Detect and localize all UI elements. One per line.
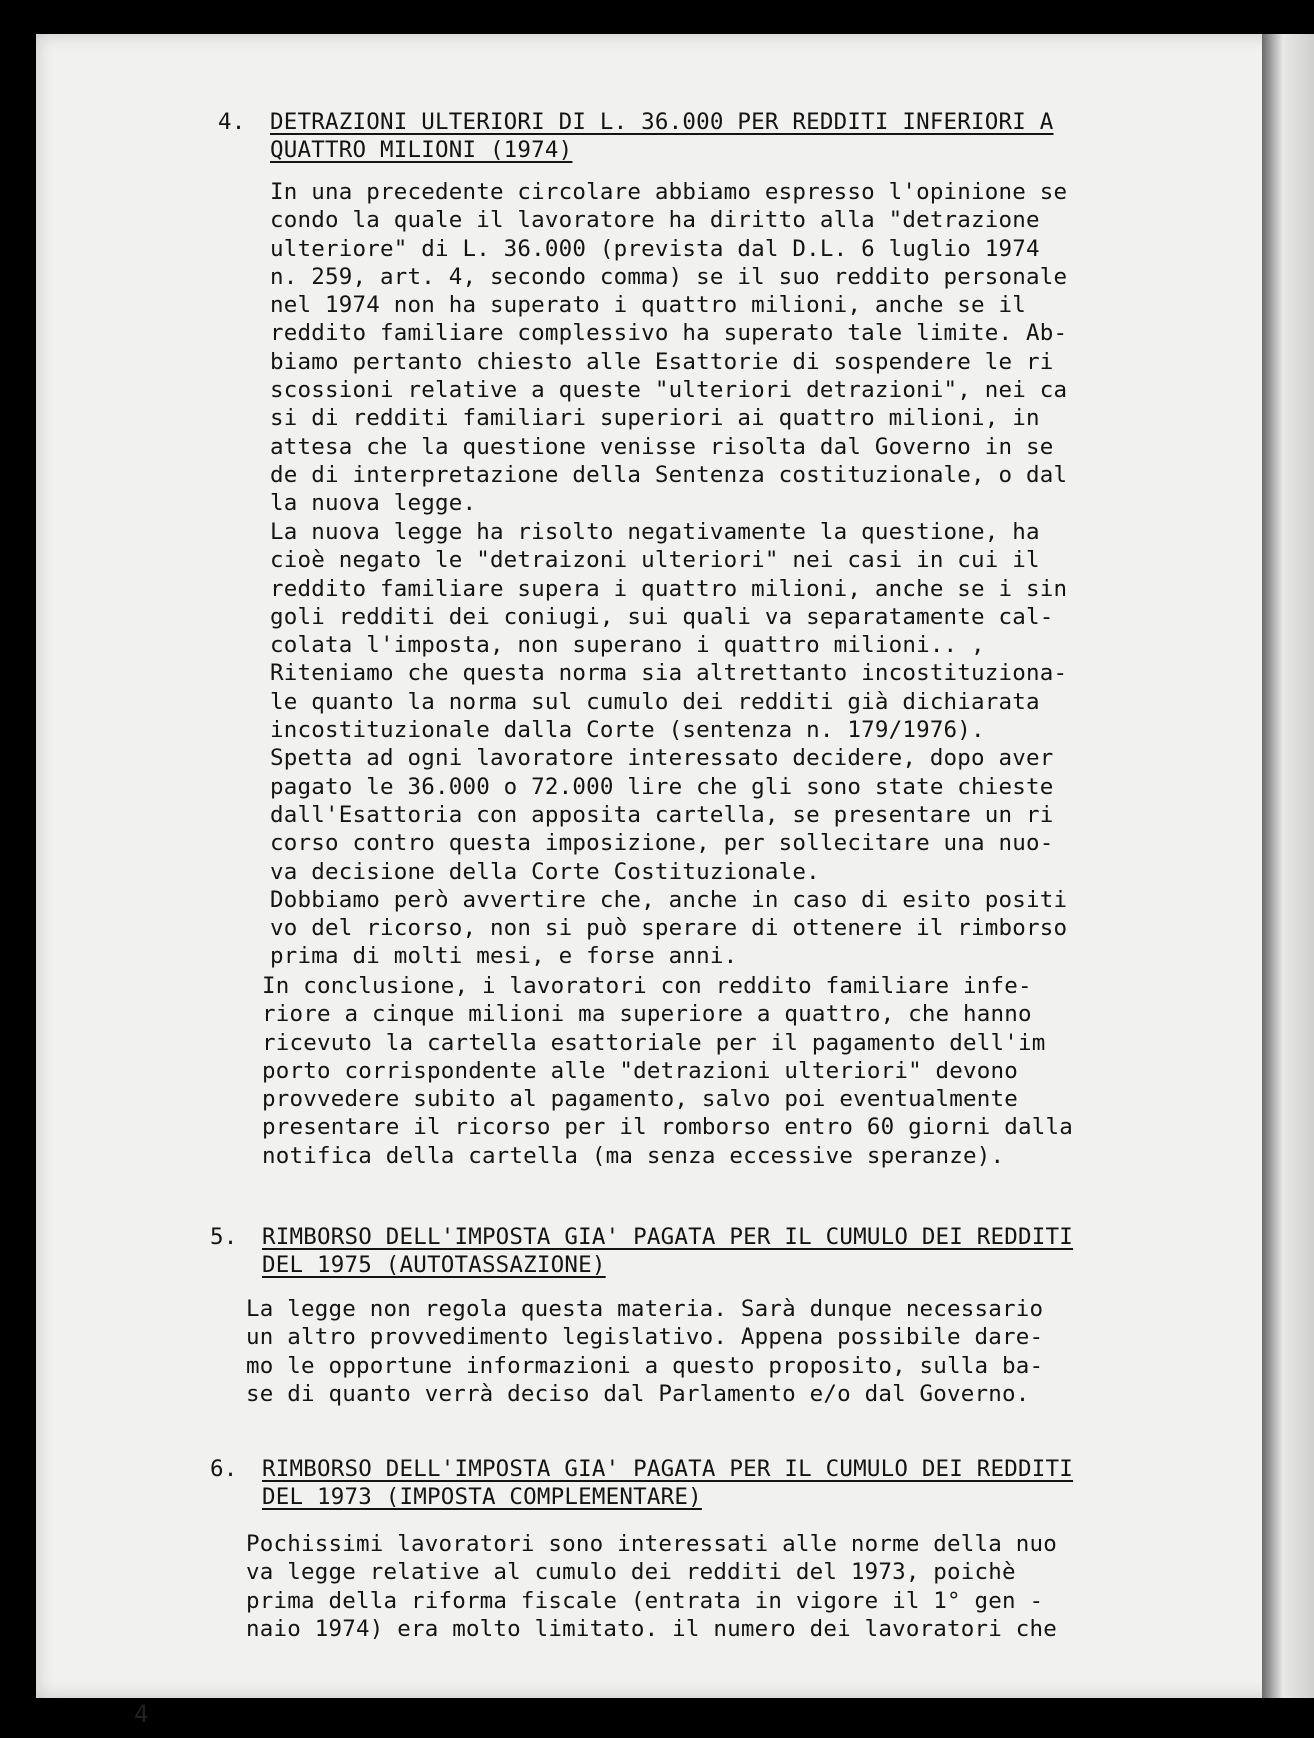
text-line: In una precedente circolare abbiamo espresso l'opinione se	[270, 179, 1068, 205]
page-number: 4	[134, 1700, 149, 1728]
text-line: biamo pertanto chiesto alle Esattorie di sospendere le ri	[270, 348, 1054, 375]
text-line: un altro provvedimento legislativo. Appena possibile dare-	[246, 1324, 1044, 1351]
section-title-line: DEL 1975 (AUTOTASSAZIONE)	[262, 1252, 606, 1279]
text-line: mo le opportune informazioni a questo proposito, sulla ba-	[246, 1352, 1044, 1379]
section-6-paragraph-1	[246, 1530, 1057, 1643]
text-line: In conclusione, i lavoratori con reddito familiare infe-	[262, 973, 1032, 999]
section-title-line: DEL 1973 (IMPOSTA COMPLEMENTARE)	[262, 1484, 702, 1511]
text-line: va legge relative al cumulo dei redditi del 1973, poichè	[246, 1559, 1016, 1586]
text-line: si di redditi familiari superiori ai quattro milioni, in	[270, 405, 1040, 432]
text-line: attesa che la questione venisse risolta dal Governo in se	[270, 433, 1054, 460]
section-6-heading	[210, 1455, 1074, 1511]
section-title-line: QUATTRO MILIONI (1974)	[270, 137, 573, 164]
text-line: porto corrispondente alle "detrazioni ulteriori" devono	[262, 1057, 1019, 1084]
section-4-paragraph-1	[270, 178, 1067, 518]
text-line: se di quanto verrà deciso dal Parlamento e/o dal Governo.	[246, 1380, 1030, 1407]
text-line: scossioni relative a queste "ulteriori detrazioni", nei ca	[270, 377, 1068, 404]
text-line: cioè negato le "detraizoni ulteriori" nei casi in cui il	[270, 547, 1040, 574]
text-line: ulteriore" di L. 36.000 (prevista dal D.L. 6 luglio 1974	[270, 235, 1040, 262]
text-line: vo del ricorso, non si può sperare di ottenere il rimborso	[270, 915, 1068, 942]
text-line: colata l'imposta, non superano i quattro milioni.. ,	[270, 632, 985, 659]
text-line: Riteniamo che questa norma sia altrettanto incostituziona-	[270, 660, 1068, 687]
text-line: Pochissimi lavoratori sono interessati alle norme della nuo	[246, 1531, 1058, 1557]
section-5-heading	[210, 1223, 1074, 1279]
text-line: notifica della cartella (ma senza eccessive speranze).	[262, 1142, 1005, 1169]
page-edge-shadow	[1262, 34, 1314, 1698]
section-5-paragraph-1	[246, 1295, 1043, 1408]
text-line: de di interpretazione della Sentenza costituzionale, o dal	[270, 461, 1068, 488]
text-line: goli redditi dei coniugi, sui quali va separatamente cal-	[270, 603, 1054, 630]
text-line: prima della riforma fiscale (entrata in vigore il 1° gen -	[246, 1587, 1044, 1614]
text-line: Spetta ad ogni lavoratore interessato decidere, dopo aver	[270, 745, 1054, 772]
text-line: condo la quale il lavoratore ha diritto alla "detrazione	[270, 207, 1040, 234]
text-line: la nuova legge.	[270, 490, 477, 517]
text-line: reddito familiare supera i quattro milioni, anche se i sin	[270, 575, 1068, 602]
section-number: 4.	[218, 109, 246, 135]
text-line: le quanto la norma sul cumulo dei redditi già dichiarata	[270, 688, 1040, 715]
text-line: nel 1974 non ha superato i quattro milioni, anche se il	[270, 292, 1027, 319]
section-title-line: RIMBORSO DELL'IMPOSTA GIA' PAGATA PER IL CUMULO DEI REDDITI	[262, 1224, 1074, 1250]
text-line: provvedere subito al pagamento, salvo poi eventualmente	[262, 1086, 1019, 1113]
section-title-line: RIMBORSO DELL'IMPOSTA GIA' PAGATA PER IL CUMULO DEI REDDITI	[262, 1456, 1074, 1482]
text-line: presentare il ricorso per il romborso entro 60 giorni dalla	[262, 1114, 1074, 1141]
text-line: Dobbiamo però avvertire che, anche in caso di esito positi	[270, 886, 1068, 913]
text-line: pagato le 36.000 o 72.000 lire che gli sono state chieste	[270, 773, 1054, 800]
text-line: reddito familiare complessivo ha superato tale limite. Ab-	[270, 320, 1068, 347]
text-line: prima di molti mesi, e forse anni.	[270, 943, 738, 970]
section-4-paragraph-3	[262, 972, 1073, 1170]
section-title-line: DETRAZIONI ULTERIORI DI L. 36.000 PER REDDITI INFERIORI A	[270, 109, 1054, 135]
section-number: 6.	[210, 1456, 238, 1482]
section-4-paragraph-2	[270, 518, 1067, 971]
text-line: naio 1974) era molto limitato. il numero dei lavoratori che	[246, 1615, 1058, 1642]
text-line: ricevuto la cartella esattoriale per il pagamento dell'im	[262, 1029, 1046, 1056]
text-line: dall'Esattoria con apposita cartella, se presentare un ri	[270, 801, 1054, 828]
text-line: La nuova legge ha risolto negativamente la questione, ha	[270, 519, 1040, 545]
section-number: 5.	[210, 1224, 238, 1250]
text-line: corso contro questa imposizione, per sollecitare una nuo-	[270, 830, 1054, 857]
text-line: incostituzionale dalla Corte (sentenza n. 179/1976).	[270, 717, 985, 744]
text-line: va decisione della Corte Costituzionale.	[270, 858, 820, 885]
text-line: n. 259, art. 4, secondo comma) se il suo reddito personale	[270, 263, 1068, 290]
text-line: riore a cinque milioni ma superiore a quattro, che hanno	[262, 1001, 1032, 1028]
text-line: La legge non regola questa materia. Sarà dunque necessario	[246, 1296, 1044, 1322]
section-4-heading	[218, 108, 1054, 164]
